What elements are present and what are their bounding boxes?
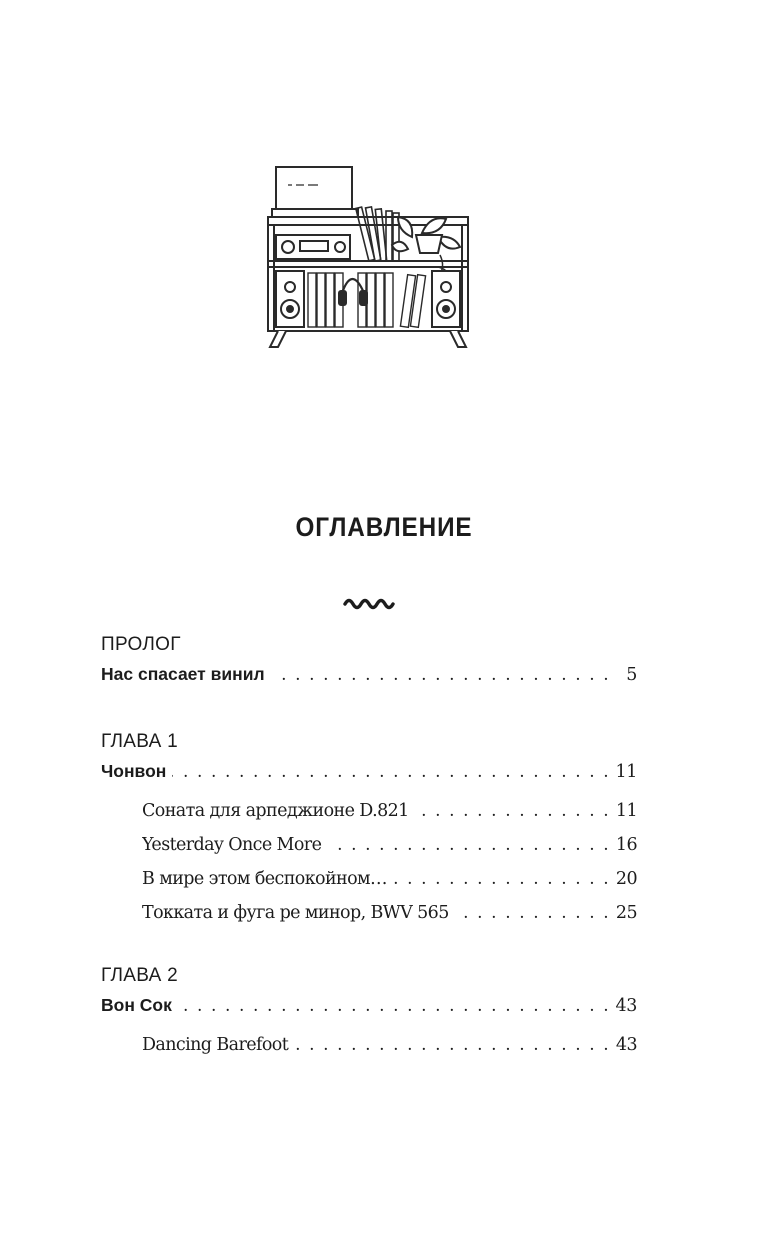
toc-entry-chapter-2[interactable] (101, 995, 637, 1016)
chapter-2-heading: ГЛАВА 2 (101, 965, 179, 986)
chapter-1-heading: ГЛАВА 1 (101, 731, 179, 752)
toc-entry-prologue[interactable] (101, 664, 637, 685)
page-number: 5 (626, 665, 637, 685)
toc-subentry[interactable] (142, 869, 637, 889)
page-number: 16 (615, 835, 637, 855)
dot-leader (415, 801, 609, 821)
toc-subentry[interactable] (142, 1035, 637, 1055)
page-number: 43 (615, 996, 637, 1016)
toc-subentry[interactable] (142, 835, 637, 855)
page-number: 20 (615, 869, 637, 889)
entry-title: В мире этом беспокойном… (142, 869, 387, 889)
page-number: 25 (615, 903, 637, 923)
page-number: 43 (615, 1035, 637, 1055)
entry-title: Нас спасает винил (101, 664, 265, 684)
entry-title: Чонвон (101, 761, 167, 781)
dot-leader (455, 903, 609, 923)
record-shelf-illustration (262, 163, 474, 351)
entry-title: Соната для арпеджионе D.821 (142, 801, 409, 821)
wave-ornament-icon (343, 596, 397, 610)
dot-leader (172, 762, 609, 782)
dot-leader (271, 665, 609, 685)
page-number: 11 (615, 762, 637, 782)
dot-leader (178, 996, 609, 1016)
dot-leader (327, 835, 609, 855)
dot-leader (393, 869, 609, 889)
toc-entry-chapter-1[interactable] (101, 761, 637, 782)
dot-leader (294, 1035, 609, 1055)
prologue-heading: ПРОЛОГ (101, 634, 181, 655)
page-number: 11 (615, 801, 637, 821)
entry-title: Dancing Barefoot (142, 1035, 289, 1055)
page-title: ОГЛАВЛЕНИЕ (295, 512, 473, 542)
entry-title: Вон Сок (101, 995, 172, 1015)
entry-title: Yesterday Once More (142, 835, 322, 855)
entry-title: Токката и фуга ре минор, BWV 565 (142, 903, 449, 923)
toc-subentry[interactable] (142, 801, 637, 821)
toc-subentry[interactable] (142, 903, 637, 923)
